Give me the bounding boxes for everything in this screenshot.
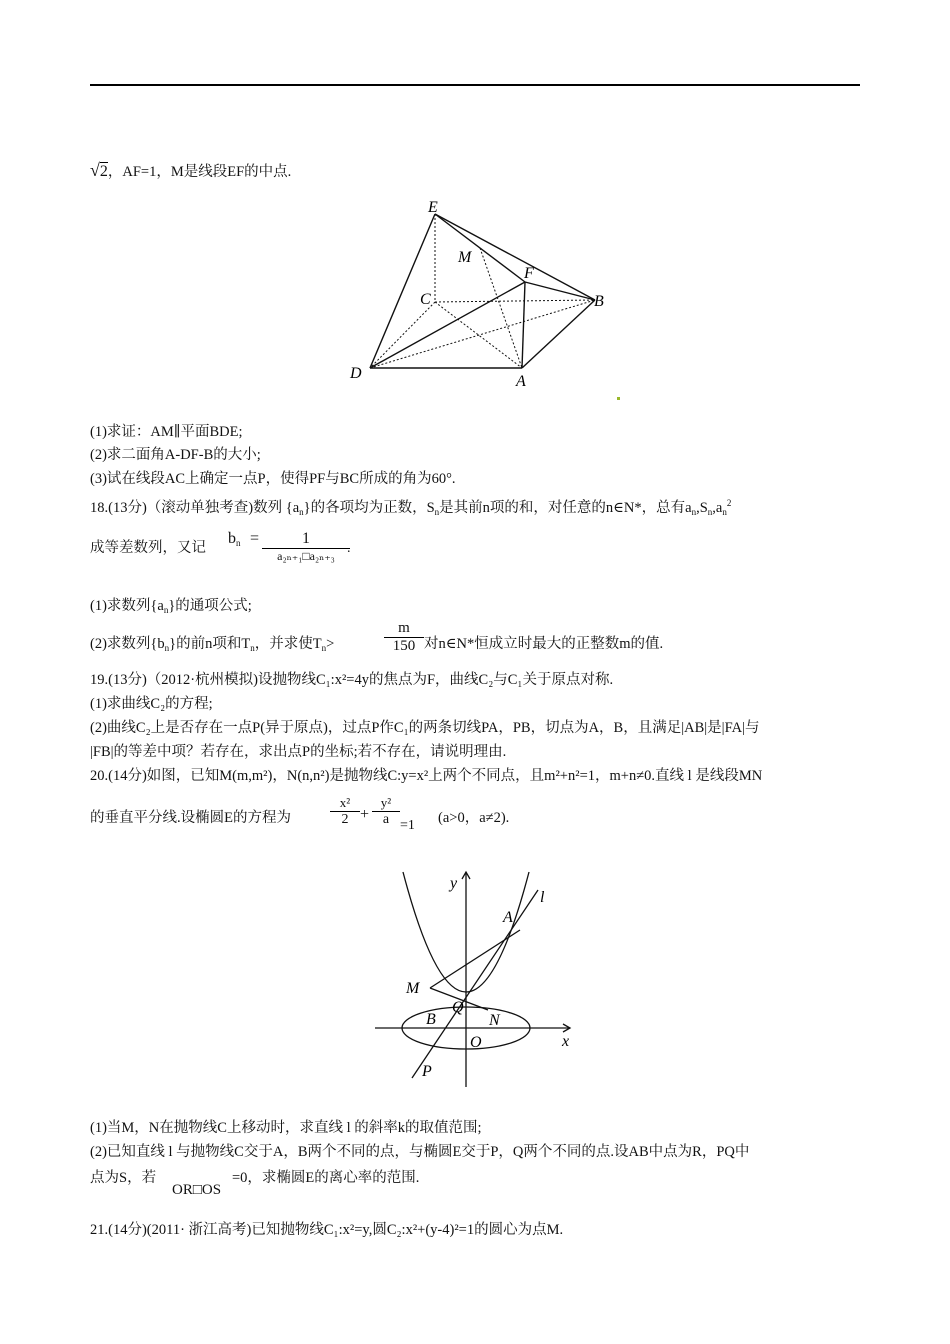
label-C: C [420,291,431,308]
q21-stem: 21.(14分)(2011· 浙江高考)已知抛物线C₁:x²=y,圆C₂:x²+(y-4)²=1的圆心为点M. [90,1222,564,1238]
label-D: D [350,365,362,382]
sqrt-radicand: 2 [99,163,108,180]
label-O: O [470,1034,482,1051]
label-l: l [540,889,545,906]
label-A: A [516,373,526,390]
q18-line1: 18.(13分)（滚动单独考查)数列 $\{a_n\}$的各项均为正数，$S_n$是其前n项的和，对任意的n∈N*，总有$a_n,S_n,a_n^2$ [90,498,732,517]
figure-parabola-ellipse [370,862,590,1092]
label-y: y [450,875,458,892]
q20-part2: (2)已知直线 l 与抛物线C交于A，B两个不同的点，与椭圆E交于P，Q两个不同的点.设AB中点为R，PQ中 [90,1144,750,1160]
q18-part1: (1)求数列$\{a_n\}$的通项公式; [90,598,252,615]
intro-text: ，AF=1，M是线段EF的中点. [107,164,292,180]
q20-stem: 20.(14分)如图，已知M(m,m²)，N(n,n²)是抛物线C:y=x²上两个不同点，且m²+n²=1，m+n≠0.直线 l 是线段MN [90,768,763,784]
q17-part2: (2)求二面角A-DF-B的大小; [90,447,261,463]
ellipse-rhs: =1 [400,818,415,833]
q18-part2: (2)求数列$\{b_n\}$的前n项和$T_n$，并求使$T_n>$ [90,636,335,653]
q18-part2-tail: 对n∈N*恒成立时最大的正整数m的值. [424,636,664,652]
sqrt-symbol: √ [90,160,100,180]
q19-part2-cont: |FB|的等差中项？若存在，求出点P的坐标;若不存在，请说明理由. [90,744,507,760]
q19-stem: 19.(13分)（2012·杭州模拟)设抛物线C₁:x²=4y的焦点为F，曲线C₂与C₁关于原点对称. [90,672,614,688]
label-x: x [562,1033,570,1050]
ellipse-condition: (a>0，a≠2). [438,810,510,826]
label-B: B [594,293,604,310]
header-rule [90,84,860,86]
m-over-150: $\frac{m}{150}$ [384,620,424,655]
q17-part1: (1)求证：AM∥平面BDE; [90,424,243,440]
bn-period: . [347,541,351,556]
label-A-fig2: A [503,909,513,926]
label-F: F [524,265,534,282]
q20-part2-tail: =0，求椭圆E的离心率的范围. [232,1170,420,1186]
q19-part2: (2)曲线C₂上是否存在一点P(异于原点)，过点P作C₁的两条切线PA，PB，切点为A，B，且满足|AB|是|FA|与 [90,720,760,736]
bn-fraction: 1 a₂ₙ₊₁□a₂ₙ₊₃ [262,530,350,564]
q19-part1: (1)求曲线C₂的方程; [90,696,213,712]
figure-pyramid [340,192,630,392]
label-M-fig2: M [406,980,420,997]
or-os-vector: OR□OS [172,1182,222,1198]
label-B-fig2: B [426,1011,436,1028]
label-P: P [422,1063,432,1080]
q17-part3: (3)试在线段AC上确定一点P，使得PF与BC所成的角为60°. [90,471,456,487]
q20-part2-cont: 点为S，若 [90,1170,157,1186]
q20-part1: (1)当M，N在抛物线C上移动时，求直线 l 的斜率k的取值范围; [90,1120,482,1136]
stray-dot [617,397,620,400]
label-E: E [428,199,438,216]
intro-line [90,160,291,182]
label-N: N [489,1012,500,1029]
bn-formula: $b_n$ = [228,530,260,548]
q18-line2: 成等差数列，又记 [90,540,206,556]
ellipse-y-term: $\frac{\text{y²}}{a}$ [372,795,400,828]
ellipse-x-term: $\frac{\text{x²}}{2}$ [330,795,360,828]
q20-stem-cont: 的垂直平分线.设椭圆E的方程为 [90,810,291,826]
label-Q: Q [452,999,464,1016]
label-M: M [458,249,472,266]
plus-sign: + [360,806,370,823]
